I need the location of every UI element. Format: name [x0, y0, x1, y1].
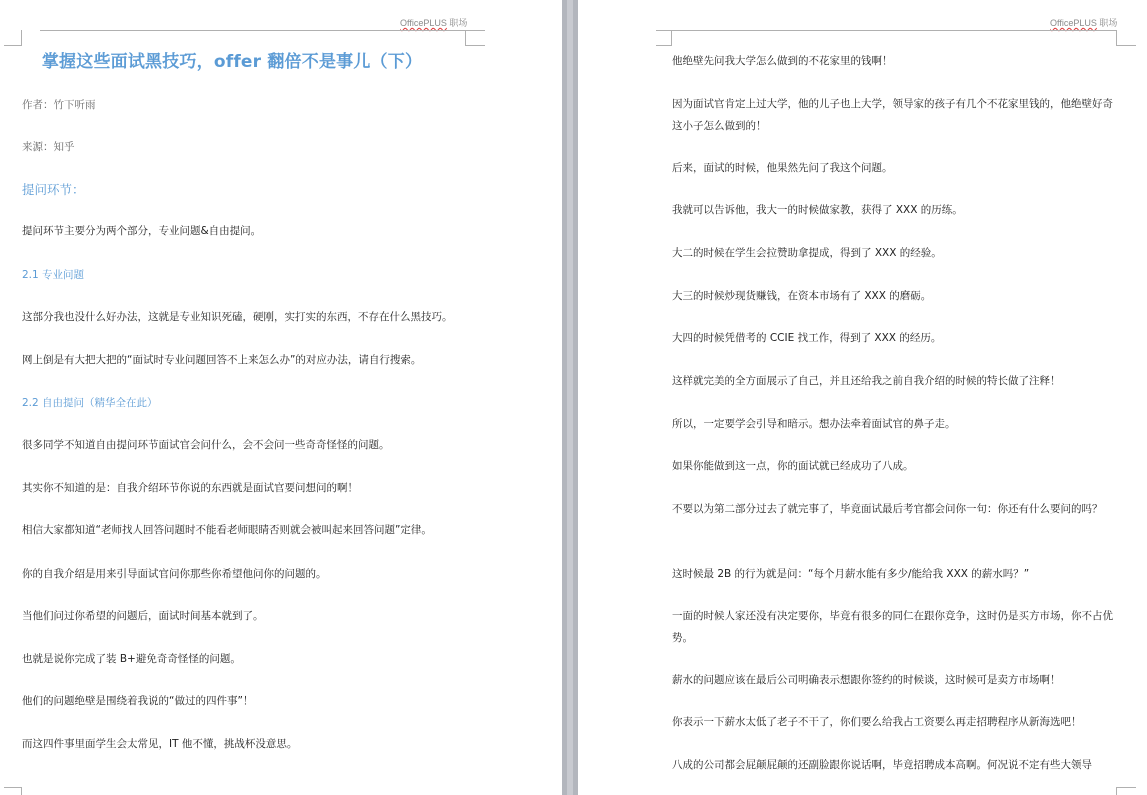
crop-mark: [465, 30, 466, 46]
paragraph: 而这四件事里面学生会太常见，IT 他不懂，挑战杯没意思。: [22, 738, 298, 750]
document-title: 掌握这些面试黑技巧，offer 翻倍不是事儿（下）: [41, 52, 423, 72]
header-brand: OfficePLUS: [1050, 18, 1097, 28]
paragraph: 这时候最 2B 的行为就是问：“每个月薪水能有多少/能给我 XXX 的薪水吗？”: [672, 568, 1030, 580]
paragraph: 也就是说你完成了装 B+避免奇奇怪怪的问题。: [22, 653, 241, 665]
paragraph: 大二的时候在学生会拉赞助拿提成，得到了 XXX 的经验。: [672, 247, 942, 259]
crop-mark: [21, 787, 22, 795]
crop-mark: [4, 45, 21, 46]
crop-mark: [1116, 30, 1117, 46]
paragraph: 因为面试官肯定上过大学，他的儿子也上大学，领导家的孩子有几个不花家里钱的，他绝壁好奇这小子怎么做到的！: [672, 98, 1113, 132]
header-rule: [40, 30, 485, 31]
intro-paragraph: 提问环节主要分为两个部分，专业问题&自由提问。: [22, 225, 262, 237]
paragraph: 如果你能做到这一点，你的面试就已经成功了八成。: [672, 460, 914, 472]
paragraph: 八成的公司都会屁颠屁颠的还副脸跟你说话啊，毕竟招聘成本高啊。何况说不定有些大领导: [672, 759, 1092, 771]
crop-mark: [1116, 45, 1136, 46]
crop-mark: [671, 30, 672, 46]
crop-mark: [465, 45, 485, 46]
crop-mark: [656, 45, 672, 46]
paragraph: 网上倒是有大把大把的“面试时专业问题回答不上来怎么办”的对应办法，请自行搜索。: [22, 354, 422, 366]
page-gap: [562, 0, 578, 795]
crop-mark: [4, 787, 21, 788]
paragraph: 一面的时候人家还没有决定要你，毕竟有很多的同仁在跟你竞争，这时仍是买方市场，你不占优势。: [672, 610, 1113, 644]
paragraph: 其实你不知道的是：自我介绍环节你说的东西就是面试官要问想问的啊！: [22, 482, 358, 494]
crop-mark: [1116, 787, 1136, 788]
paragraph: 相信大家都知道“老师找人回答问题时不能看老师眼睛否则就会被叫起来回答问题”定律。: [22, 524, 432, 536]
header-suffix: 职场: [1099, 18, 1118, 28]
paragraph: 这样就完美的全方面展示了自己，并且还给我之前自我介绍的时候的特长做了注释！: [672, 375, 1061, 387]
paragraph: 他们的问题绝壁是围绕着我说的“做过的四件事”！: [22, 695, 254, 707]
paragraph: 很多同学不知道自由提问环节面试官会问什么，会不会问一些奇奇怪怪的问题。: [22, 439, 390, 451]
document-page-left: [0, 0, 562, 795]
paragraph: 我就可以告诉他，我大一的时候做家教，获得了 XXX 的历练。: [672, 204, 963, 216]
crop-mark: [1116, 787, 1117, 795]
subsection-heading-1: 2.1 专业问题: [22, 269, 85, 281]
paragraph: 后来，面试的时候，他果然先问了我这个问题。: [672, 162, 893, 174]
section-heading: 提问环节：: [22, 182, 85, 197]
paragraph: 当他们问过你希望的问题后，面试时间基本就到了。: [22, 610, 264, 622]
paragraph: 不要以为第二部分过去了就完事了，毕竟面试最后考官都会问你一句：你还有什么要问的吗？: [672, 503, 1103, 515]
subsection-heading-2: 2.2 自由提问（精华全在此）: [22, 397, 158, 409]
page-header: [1050, 16, 1117, 29]
document-page-right: [578, 0, 1147, 795]
paragraph: 这部分我也没什么好办法，这就是专业知识死磕，硬刚，实打实的东西，不存在什么黑技巧。: [22, 311, 453, 323]
author-line: 作者：竹下听雨: [22, 99, 96, 111]
header-brand: OfficePLUS: [400, 18, 447, 28]
paragraph: 他绝壁先问我大学怎么做到的不花家里的钱啊！: [672, 55, 893, 67]
page-header: [400, 16, 467, 29]
paragraph: 所以，一定要学会引导和暗示。想办法牵着面试官的鼻子走。: [672, 418, 956, 430]
paragraph: 你的自我介绍是用来引导面试官问你那些你希望他问你的问题的。: [22, 568, 327, 580]
paragraph: 薪水的问题应该在最后公司明确表示想跟你签约的时候谈，这时候可是卖方市场啊！: [672, 674, 1061, 686]
header-suffix: 职场: [449, 18, 468, 28]
paragraph: 大三的时候炒现货赚钱，在资本市场有了 XXX 的磨砺。: [672, 290, 932, 302]
paragraph: 大四的时候凭借考的 CCIE 找工作，得到了 XXX 的经历。: [672, 332, 942, 344]
source-line: 来源：知乎: [22, 141, 75, 153]
header-rule: [656, 30, 1116, 31]
paragraph: 你表示一下薪水太低了老子不干了，你们要么给我占工资要么再走招聘程序从新海选吧！: [672, 716, 1082, 728]
crop-mark: [21, 30, 22, 46]
